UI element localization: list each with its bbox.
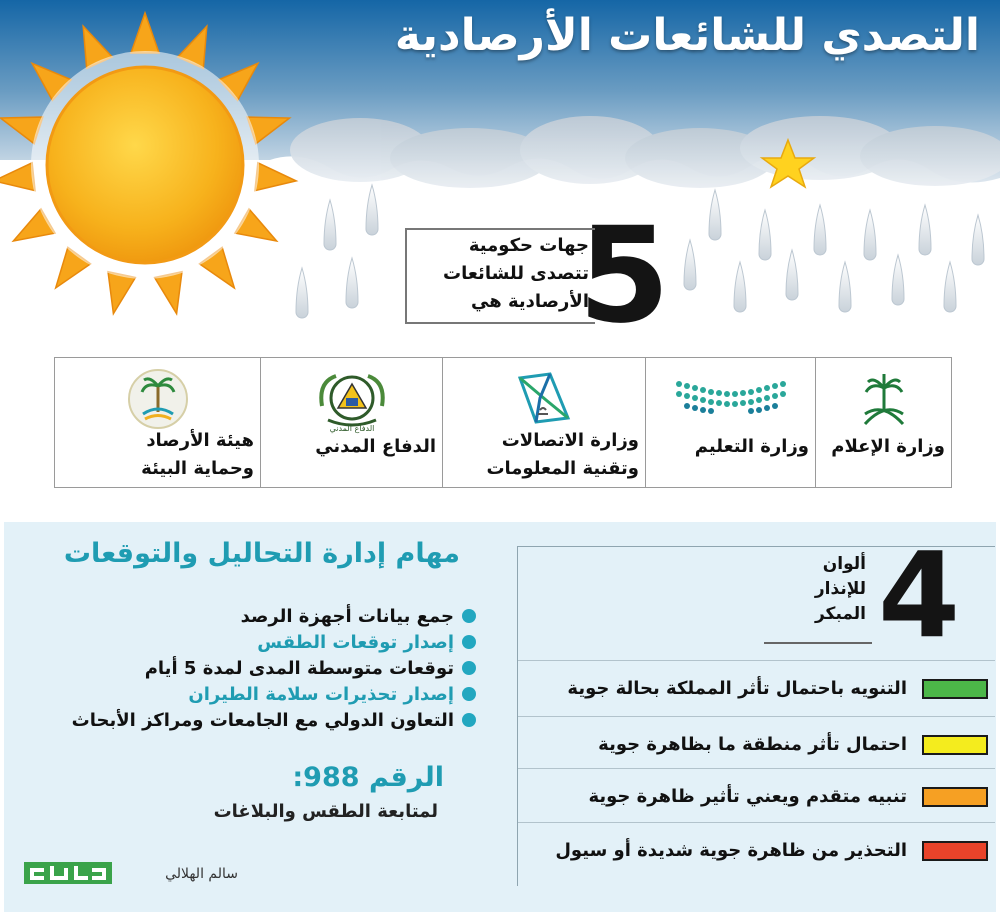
agency-name-line: الدفاع المدني [315,436,436,457]
agency-name-line: وزارة التعليم [694,436,809,457]
warning-level-green [518,660,995,717]
warning-level-text: التحذير من ظاهرة جوية شديدة أو سيول [555,840,907,861]
agency-name-line: هيئة الأرصاد [146,430,254,451]
caption-line: جهات حكومية [468,235,589,256]
civil-defense-emblem [314,368,390,434]
agency-name-line: وتقنية المعلومات [486,458,639,479]
agency-education [645,358,815,488]
author-credit: سالم الهلالي [165,866,238,882]
warning-level-orange [518,768,995,825]
page-title: التصدي للشائعات الأرصادية [394,10,980,61]
caption-line: المبكر [814,604,866,624]
mission-item [30,656,476,682]
agency-name [265,433,436,461]
agency-name [59,427,254,483]
agency-name-line: وزارة الاتصالات [501,430,639,451]
mission-item [30,604,476,630]
missions-title: مهام إدارة التحاليل والتوقعات [63,538,460,569]
mission-item [30,630,476,656]
agencies-count-block [405,199,670,353]
warning-level-text: التنويه باحتمال تأثر المملكة بحالة جوية [567,678,907,699]
mcit-logo [506,368,582,430]
hotline-number: الرقم 988: [292,762,444,793]
warning-count-caption [764,552,872,644]
agency-mcit [442,358,645,488]
warning-swatch [922,735,988,755]
agency-name [650,433,809,461]
civil-defense-emblem-text: الدفاع المدني [329,424,374,433]
education-dots-logo [673,376,789,416]
caption-line: تتصدى للشائعات [443,263,589,284]
warning-swatch [922,679,988,699]
agency-civil-defense [260,358,442,488]
palm-swords-icon [859,368,909,428]
bullet-dot-icon [462,609,476,623]
mission-text: إصدار توقعات الطقس [257,632,454,653]
mission-text: جمع بيانات أجهزة الرصد [240,606,454,627]
agency-name [820,433,945,461]
pme-emblem [127,368,189,430]
warning-level-text: احتمال تأثر منطقة ما بظاهرة جوية [598,734,907,755]
agency-name-line: وزارة الإعلام [831,436,945,457]
mission-text: إصدار تحذيرات سلامة الطيران [188,684,454,705]
bullet-dot-icon [462,661,476,675]
hotline-description: لمتابعة الطقس والبلاغات [213,801,438,822]
caption-line: ألوان [822,554,866,574]
warning-level-yellow [518,716,995,773]
okaz-logo [22,856,114,890]
mission-item [30,708,476,734]
warning-level-red [518,822,995,879]
mission-item [30,682,476,708]
bullet-dot-icon [462,713,476,727]
agencies-row [54,357,952,488]
agencies-count-caption [405,228,595,324]
agencies-count-number: 5 [578,199,670,353]
warning-count-number: 4 [878,526,961,664]
caption-line: للإنذار [814,579,866,599]
warning-level-text: تنبيه متقدم ويعني تأثير ظاهرة جوية [588,786,907,807]
agency-name-line: وحماية البيئة [141,458,254,479]
mission-text: التعاون الدولي مع الجامعات ومراكز الأبحاث [71,710,454,731]
warning-swatch [922,787,988,807]
bullet-dot-icon [462,635,476,649]
caption-line: الأرصادية هي [471,291,589,312]
agency-media [815,358,952,488]
warning-swatch [922,841,988,861]
agency-name [447,427,639,483]
bullet-dot-icon [462,687,476,701]
mission-text: توقعات متوسطة المدى لمدة 5 أيام [144,658,454,679]
missions-list [30,604,476,734]
agency-pme [54,358,260,488]
